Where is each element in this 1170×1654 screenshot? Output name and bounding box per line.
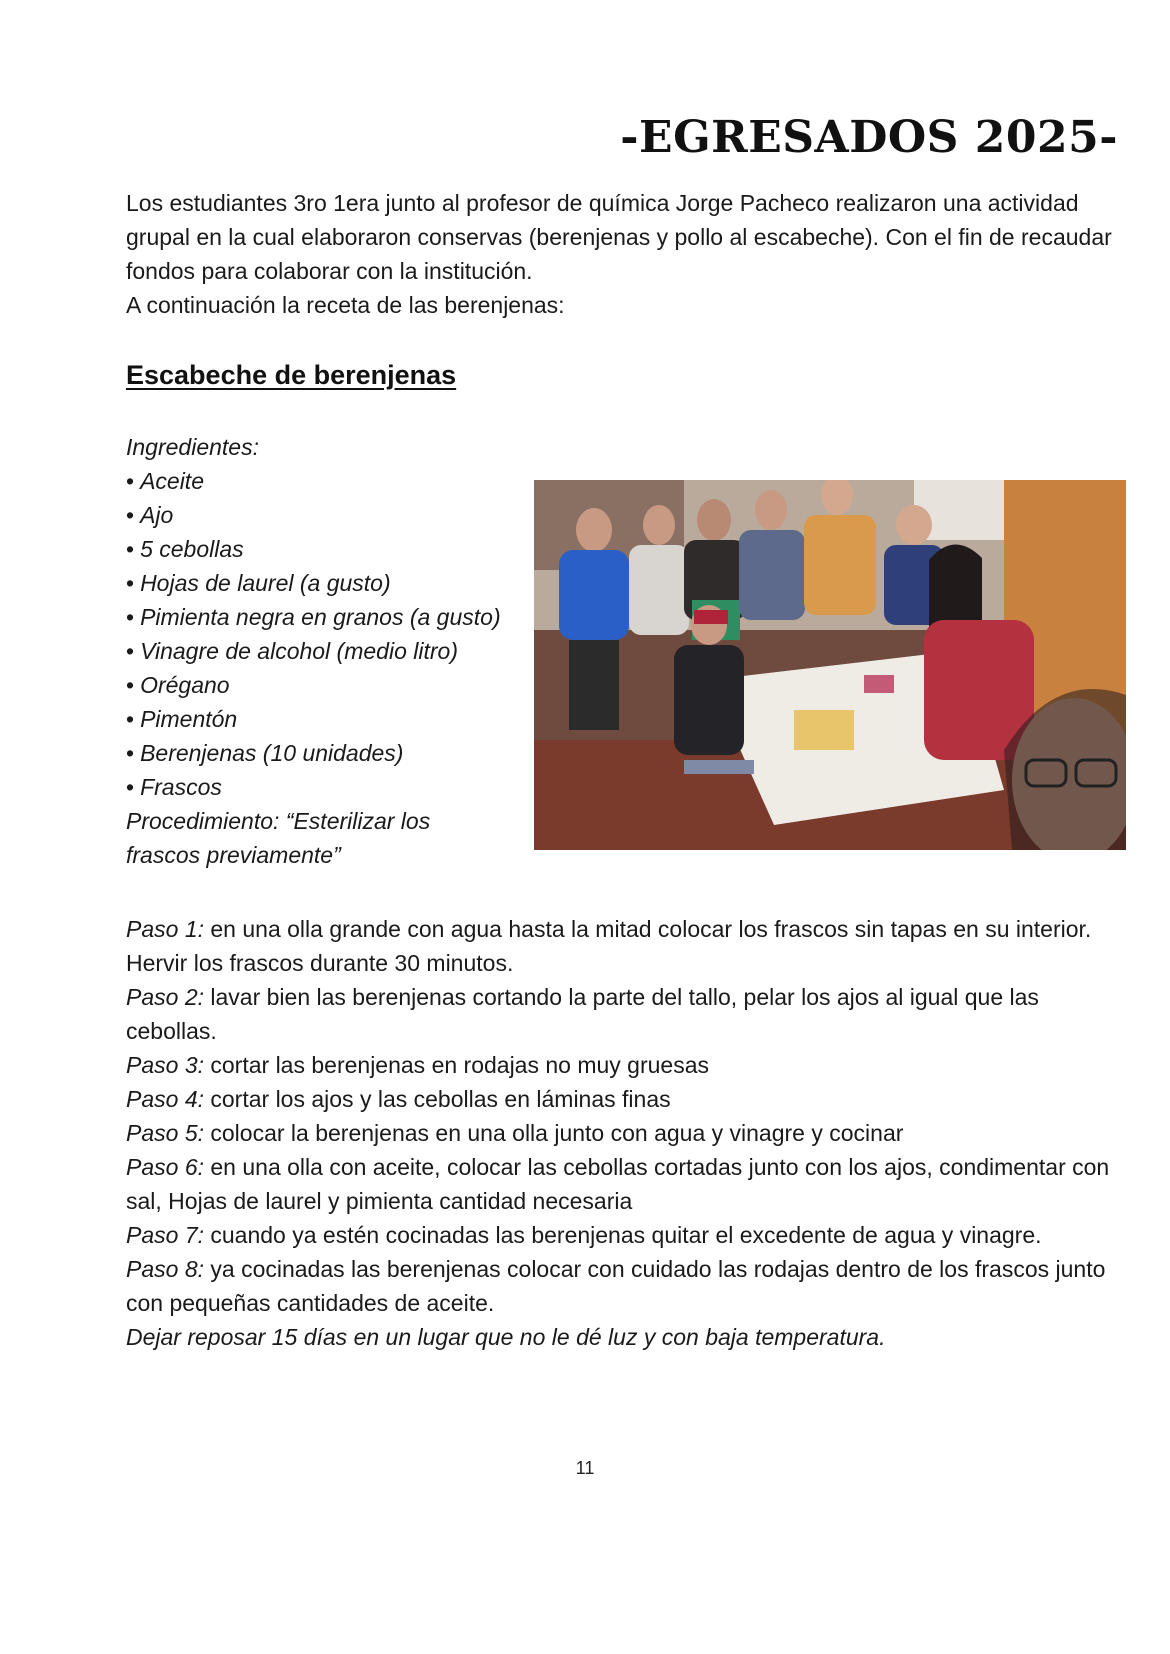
step-text: en una olla con aceite, colocar las cebollas cortadas junto con los ajos, condimentar con sal, Hojas de laurel y pimienta cantidad necesaria [126, 1154, 1110, 1214]
step-label: Paso 5: [126, 1120, 204, 1146]
step [126, 1116, 1126, 1150]
step-label: Paso 4: [126, 1086, 204, 1112]
procedure-steps [126, 912, 1126, 1354]
group-photo [534, 480, 1126, 850]
step-label: Paso 3: [126, 1052, 204, 1078]
group-photo-illustration [534, 480, 1126, 850]
ingredient-label: Pimienta negra en granos (a gusto) [140, 604, 501, 630]
closing-note: Dejar reposar 15 días en un lugar que no le dé luz y con baja temperatura. [126, 1324, 886, 1350]
step [126, 1252, 1126, 1320]
step [126, 1048, 1126, 1082]
ingredient-label: Orégano [140, 672, 230, 698]
intro-paragraph [126, 186, 1116, 322]
ingredient-label: Aceite [140, 468, 204, 494]
page-number: 11 [575, 1458, 595, 1478]
step-label: Paso 8: [126, 1256, 204, 1282]
step-label: Paso 6: [126, 1154, 204, 1180]
ingredient-label: Vinagre de alcohol (medio litro) [140, 638, 458, 664]
ingredient-item [126, 770, 506, 804]
ingredient-item [126, 634, 506, 668]
bullet-icon: • [126, 672, 135, 698]
ingredient-item [126, 532, 506, 566]
step-text: cortar los ajos y las cebollas en láminas finas [210, 1086, 671, 1112]
step-text: cuando ya estén cocinadas las berenjenas quitar el excedente de agua y vinagre. [210, 1222, 1042, 1248]
bullet-icon: • [126, 468, 135, 494]
ingredients-list [126, 464, 506, 804]
bullet-icon: • [126, 638, 135, 664]
ingredient-label: Ajo [140, 502, 174, 528]
ingredient-item [126, 736, 506, 770]
bullet-icon: • [126, 604, 135, 630]
bullet-icon: • [126, 570, 135, 596]
intro-recipe-lead: A continuación la receta de las berenjenas: [126, 292, 565, 318]
ingredient-item [126, 600, 506, 634]
ingredient-label: 5 cebollas [140, 536, 244, 562]
recipe-title: Escabeche de berenjenas [126, 360, 457, 390]
step-label: Paso 1: [126, 916, 204, 942]
step-text: en una olla grande con agua hasta la mitad colocar los frascos sin tapas en su interior. Hervir los frascos durante 30 minutos. [126, 916, 1092, 976]
step [126, 1082, 1126, 1116]
step-label: Paso 7: [126, 1222, 204, 1248]
ingredient-item [126, 498, 506, 532]
step [126, 912, 1126, 980]
ingredient-item [126, 566, 506, 600]
step [126, 1218, 1126, 1252]
step-text: cortar las berenjenas en rodajas no muy gruesas [210, 1052, 710, 1078]
bullet-icon: • [126, 774, 135, 800]
step-text: lavar bien las berenjenas cortando la parte del tallo, pelar los ajos al igual que las cebollas. [126, 984, 1039, 1044]
ingredient-label: Pimentón [140, 706, 238, 732]
procedure-intro: Procedimiento: “Esterilizar los frascos previamente” [126, 808, 431, 868]
step-text: colocar la berenjenas en una olla junto con agua y vinagre y cocinar [210, 1120, 904, 1146]
step [126, 980, 1126, 1048]
ingredient-item [126, 668, 506, 702]
ingredient-item [126, 702, 506, 736]
ingredient-label: Hojas de laurel (a gusto) [140, 570, 391, 596]
ingredients-heading: Ingredientes: [126, 434, 259, 460]
step-text: ya cocinadas las berenjenas colocar con cuidado las rodajas dentro de los frascos junto con pequeñas cantidades de aceite. [126, 1256, 1106, 1316]
page-title: -EGRESADOS 2025- [620, 112, 1118, 163]
ingredients-section [126, 430, 506, 872]
step [126, 1150, 1126, 1218]
ingredient-label: Frascos [140, 774, 222, 800]
bullet-icon: • [126, 536, 135, 562]
bullet-icon: • [126, 706, 135, 732]
step-label: Paso 2: [126, 984, 204, 1010]
bullet-icon: • [126, 740, 135, 766]
ingredient-label: Berenjenas (10 unidades) [140, 740, 404, 766]
intro-text: Los estudiantes 3ro 1era junto al profesor de química Jorge Pacheco realizaron una actividad grupal en la cual elaboraron conservas (berenjenas y pollo al escabeche). Con el fin de recaudar fondos para colaborar con la institución. [126, 190, 1112, 284]
ingredient-item [126, 464, 506, 498]
bullet-icon: • [126, 502, 135, 528]
